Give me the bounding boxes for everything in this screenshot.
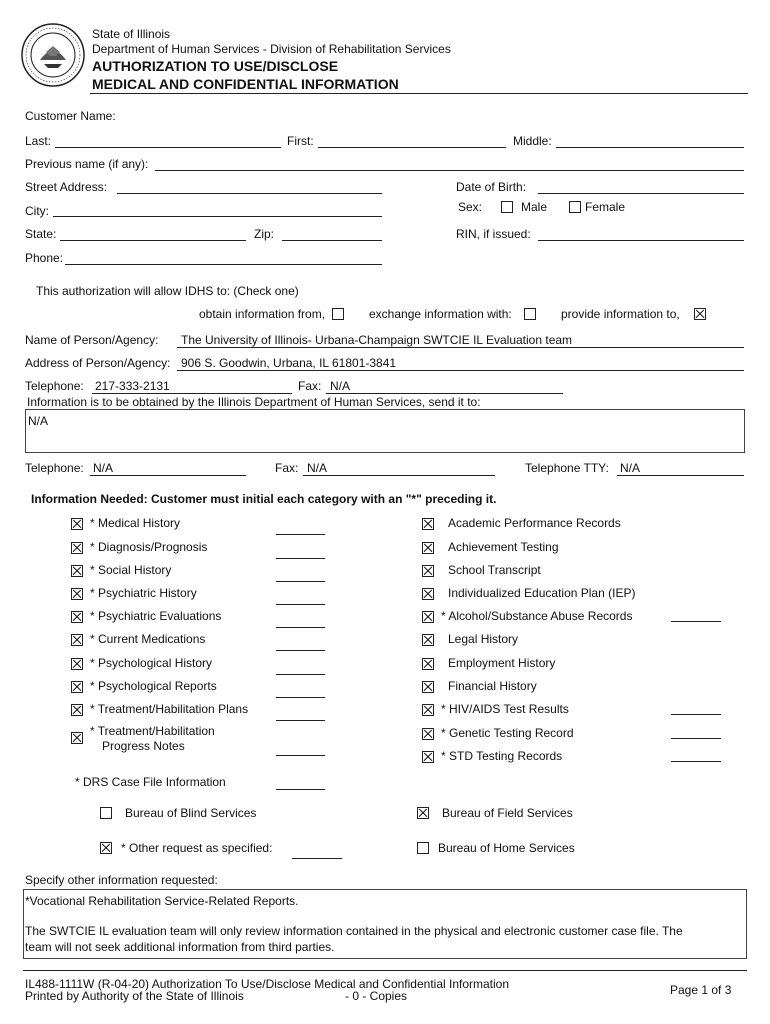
agency-address-field[interactable] — [177, 370, 744, 371]
initial-field[interactable] — [276, 534, 325, 535]
category-label: Individualized Education Plan (IEP) — [448, 586, 636, 600]
category-label: * Psychological History — [90, 656, 213, 670]
home-services-checkbox[interactable] — [417, 842, 429, 854]
category-label: Legal History — [448, 632, 519, 646]
agency-address-value: 906 S. Goodwin, Urbana, IL 61801-3841 — [181, 356, 397, 370]
middle-name-field[interactable] — [556, 147, 744, 148]
fax-field[interactable] — [326, 393, 563, 394]
category-label: * Current Medications — [90, 632, 206, 646]
first-name-label: First: — [287, 134, 314, 148]
initial-field[interactable] — [671, 761, 721, 762]
tty-field[interactable] — [617, 475, 744, 476]
initial-field[interactable] — [276, 558, 325, 559]
category-label: * Psychological Reports — [90, 679, 217, 693]
rin-field[interactable] — [538, 240, 744, 241]
category-checkbox[interactable] — [422, 658, 434, 670]
city-field[interactable] — [53, 216, 382, 217]
street-address-field[interactable] — [117, 193, 382, 194]
form-title-line1: AUTHORIZATION TO USE/DISCLOSE — [92, 58, 339, 74]
category-checkbox[interactable] — [422, 751, 434, 763]
header-department: Department of Human Services - Division of Rehabilitation Services — [92, 42, 451, 56]
category-label: * STD Testing Records — [441, 749, 563, 763]
obtain-label: obtain information from, — [199, 307, 326, 321]
first-name-field[interactable] — [318, 147, 506, 148]
category-checkbox[interactable] — [71, 588, 83, 600]
category-label: * Treatment/Habilitation Plans — [90, 702, 249, 716]
page-number: Page 1 of 3 — [670, 983, 732, 997]
blind-services-checkbox[interactable] — [100, 807, 112, 819]
initial-field[interactable] — [671, 621, 721, 622]
header-rule — [90, 93, 748, 94]
category-label: * Psychiatric History — [90, 586, 197, 600]
authorization-intro: This authorization will allow IDHS to: (Check one) — [36, 284, 299, 298]
exchange-checkbox[interactable] — [524, 308, 536, 320]
initial-field[interactable] — [276, 674, 325, 675]
specify-box[interactable] — [23, 889, 747, 959]
category-label: * Treatment/Habilitation — [90, 724, 215, 738]
city-label: City: — [25, 204, 49, 218]
tty-value: N/A — [620, 461, 641, 475]
drs-case-file-label: * DRS Case File Information — [75, 775, 226, 789]
category-label: Academic Performance Records — [448, 516, 621, 530]
previous-name-field[interactable] — [155, 170, 744, 171]
category-checkbox[interactable] — [422, 565, 434, 577]
telephone-label: Telephone: — [25, 379, 84, 393]
state-field[interactable] — [60, 240, 246, 241]
provide-label: provide information to, — [561, 307, 680, 321]
state-seal-logo — [20, 22, 86, 88]
phone-field[interactable] — [65, 264, 382, 265]
field-services-checkbox[interactable] — [417, 807, 429, 819]
male-checkbox[interactable] — [501, 201, 513, 213]
fax2-label: Fax: — [275, 461, 299, 475]
category-label: Financial History — [448, 679, 537, 693]
tty-label: Telephone TTY: — [525, 461, 609, 475]
category-checkbox[interactable] — [422, 611, 434, 623]
category-label: * Diagnosis/Prognosis — [90, 540, 208, 554]
specify-line2: The SWTCIE IL evaluation team will only review information contained in the physical and electronic customer case file. The — [25, 924, 683, 938]
category-checkbox[interactable] — [422, 588, 434, 600]
initial-field[interactable] — [671, 714, 721, 715]
category-checkbox[interactable] — [71, 732, 83, 744]
category-checkbox[interactable] — [71, 518, 83, 530]
specify-label: Specify other information requested: — [25, 873, 218, 887]
footer-copies: - 0 - Copies — [345, 989, 408, 1003]
agency-name-value: The University of Illinois- Urbana-Champaign SWTCIE IL Evaluation team — [181, 333, 573, 347]
initial-field[interactable] — [276, 581, 325, 582]
send-to-box[interactable] — [25, 409, 745, 453]
male-label: Male — [521, 200, 548, 214]
fax2-field[interactable] — [303, 475, 495, 476]
telephone-field[interactable] — [92, 393, 292, 394]
category-label: * Psychiatric Evaluations — [90, 609, 222, 623]
category-checkbox[interactable] — [422, 681, 434, 693]
exchange-label: exchange information with: — [369, 307, 512, 321]
footer-rule — [23, 970, 747, 971]
other-request-label: * Other request as specified: — [121, 841, 273, 855]
blind-services-label: Bureau of Blind Services — [125, 806, 257, 820]
category-label: * HIV/AIDS Test Results — [441, 702, 569, 716]
state-label: State: — [25, 227, 57, 241]
category-checkbox[interactable] — [71, 704, 83, 716]
send-instruction: Information is to be obtained by the Illinois Department of Human Services, send it to: — [27, 395, 481, 409]
category-checkbox[interactable] — [422, 634, 434, 646]
form-title-line2: MEDICAL AND CONFIDENTIAL INFORMATION — [92, 76, 399, 92]
footer-printed-by: Printed by Authority of the State of Illinois — [25, 989, 244, 1003]
category-checkbox[interactable] — [422, 542, 434, 554]
category-checkbox[interactable] — [422, 728, 434, 740]
specify-line1: *Vocational Rehabilitation Service-Related Reports. — [25, 894, 299, 908]
female-checkbox[interactable] — [569, 201, 581, 213]
field-services-label: Bureau of Field Services — [442, 806, 573, 820]
initial-field[interactable] — [276, 697, 325, 698]
agency-name-field[interactable] — [177, 347, 744, 348]
initial-field[interactable] — [276, 604, 325, 605]
sex-label: Sex: — [458, 200, 483, 214]
initial-field[interactable] — [276, 720, 325, 721]
drs-initial-field[interactable] — [276, 789, 325, 790]
rin-label: RIN, if issued: — [456, 227, 531, 241]
category-label: * Social History — [90, 563, 172, 577]
other-request-checkbox[interactable] — [100, 842, 112, 854]
initial-field[interactable] — [276, 755, 325, 756]
telephone2-label: Telephone: — [25, 461, 84, 475]
zip-label: Zip: — [254, 227, 275, 241]
agency-address-label: Address of Person/Agency: — [25, 356, 171, 370]
home-services-label: Bureau of Home Services — [438, 841, 575, 855]
category-label: * Genetic Testing Record — [441, 726, 574, 740]
category-label: * Medical History — [90, 516, 181, 530]
info-needed-heading: Information Needed: Customer must initial each category with an "*" preceding it. — [31, 492, 497, 506]
initial-field[interactable] — [671, 738, 721, 739]
dob-label: Date of Birth: — [456, 180, 527, 194]
other-initial-field[interactable] — [292, 858, 342, 859]
fax2-value: N/A — [307, 461, 328, 475]
female-label: Female — [585, 200, 626, 214]
agency-name-label: Name of Person/Agency: — [25, 333, 159, 347]
category-checkbox[interactable] — [71, 542, 83, 554]
category-checkbox[interactable] — [71, 565, 83, 577]
customer-name-label: Customer Name: — [25, 109, 116, 123]
telephone2-value: N/A — [93, 461, 114, 475]
footer-form-id: IL488-1111W (R-04-20) Authorization To Use/Disclose Medical and Confidential Information — [25, 977, 510, 991]
provide-checkbox[interactable] — [694, 308, 706, 320]
street-address-label: Street Address: — [25, 180, 108, 194]
initial-field[interactable] — [276, 627, 325, 628]
fax-label: Fax: — [298, 379, 322, 393]
dob-field[interactable] — [538, 193, 744, 194]
telephone-value: 217-333-2131 — [95, 379, 170, 393]
send-to-value: N/A — [28, 414, 49, 428]
category-label: School Transcript — [448, 563, 541, 577]
header-state: State of Illinois — [92, 27, 171, 41]
last-name-field[interactable] — [55, 147, 281, 148]
category-label: Employment History — [448, 656, 556, 670]
category-checkbox[interactable] — [71, 658, 83, 670]
previous-name-label: Previous name (if any): — [25, 157, 149, 171]
specify-line3: team will not seek additional information from third parties. — [25, 940, 335, 954]
category-checkbox[interactable] — [71, 611, 83, 623]
category-checkbox[interactable] — [422, 518, 434, 530]
last-name-label: Last: — [25, 134, 52, 148]
category-label: Achievement Testing — [448, 540, 559, 554]
category-checkbox[interactable] — [71, 634, 83, 646]
initial-field[interactable] — [276, 650, 325, 651]
category-checkbox[interactable] — [71, 681, 83, 693]
phone-label: Phone: — [25, 251, 64, 265]
category-label-cont: Progress Notes — [102, 739, 185, 753]
category-label: * Alcohol/Substance Abuse Records — [441, 609, 633, 623]
fax-value: N/A — [330, 379, 351, 393]
telephone2-field[interactable] — [90, 475, 246, 476]
zip-field[interactable] — [282, 240, 382, 241]
middle-name-label: Middle: — [513, 134, 552, 148]
obtain-checkbox[interactable] — [332, 308, 344, 320]
category-checkbox[interactable] — [422, 704, 434, 716]
